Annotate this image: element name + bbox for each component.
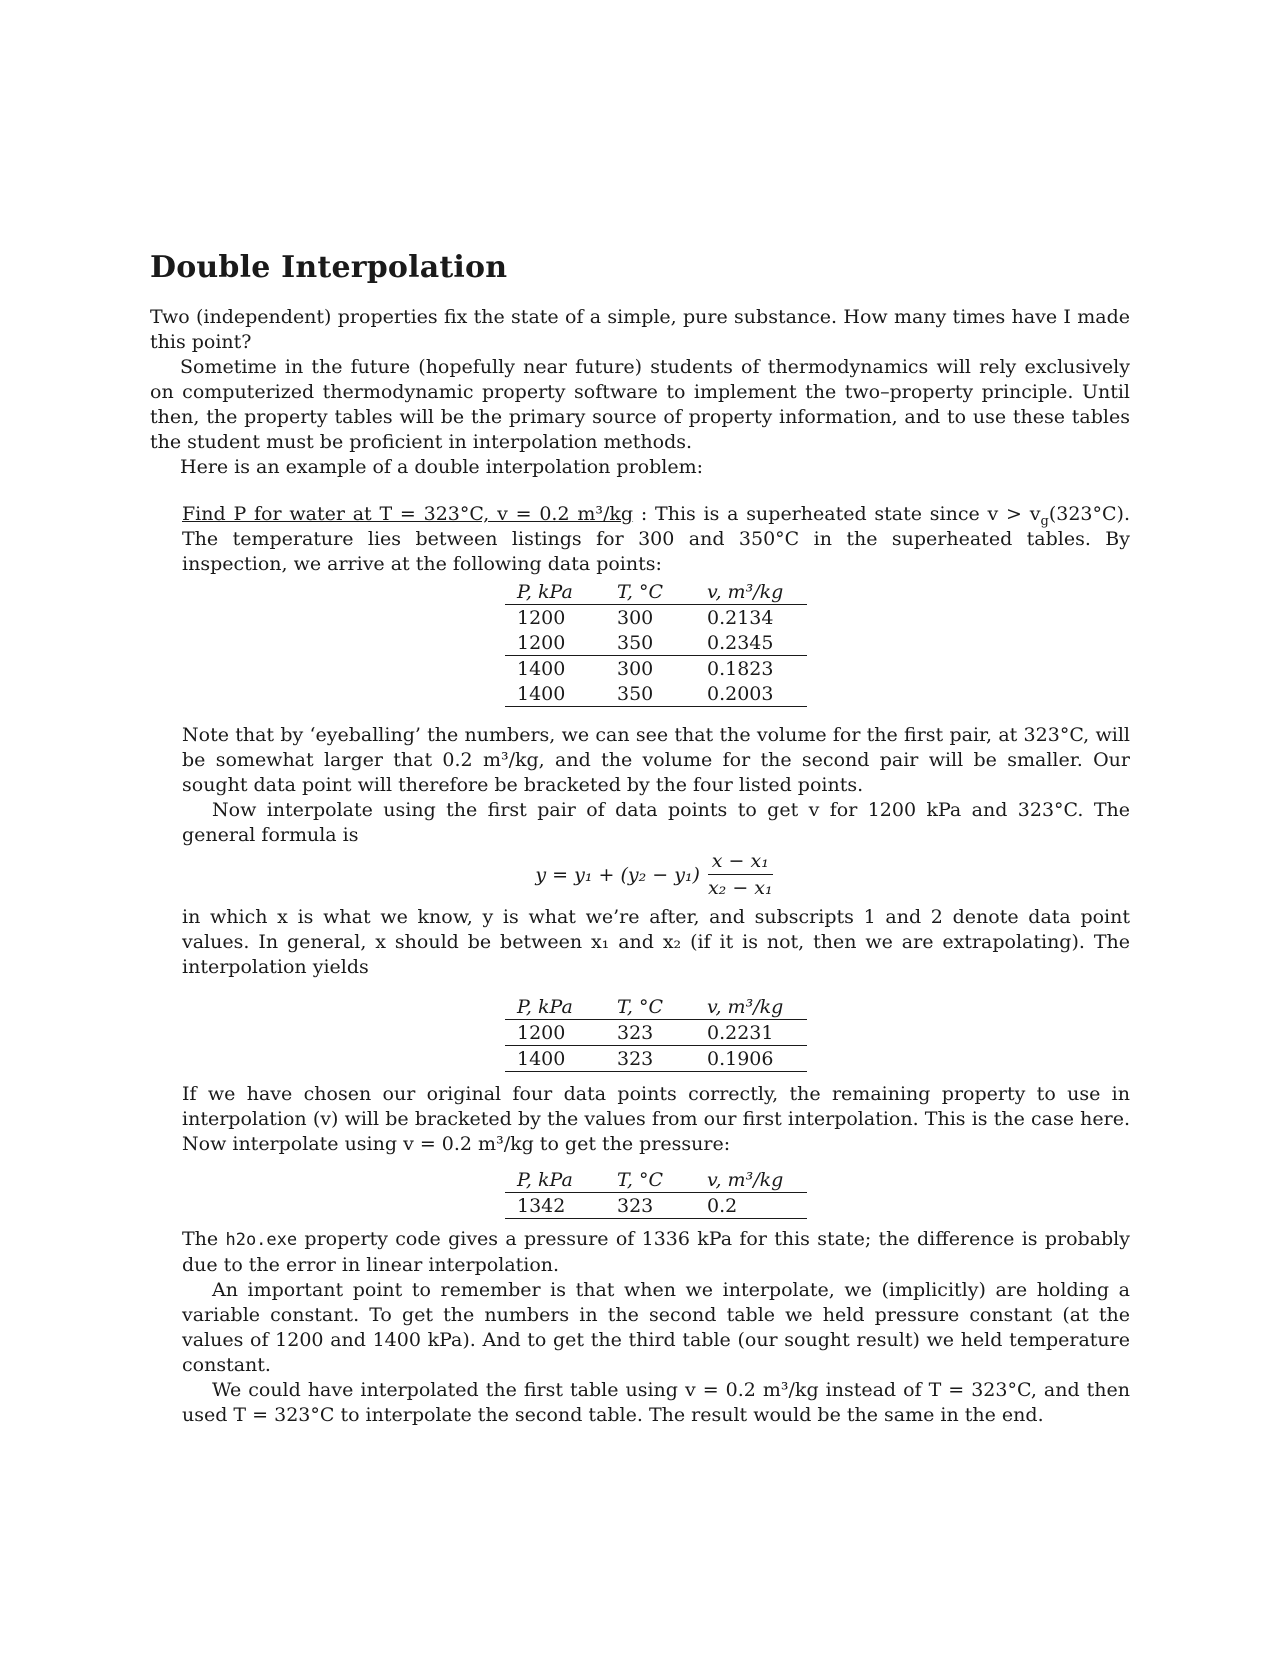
- col-temperature: T, °C: [605, 994, 695, 1020]
- problem-find-label: Find P for water at T = 323°C, v = 0.2 m³/kg: [182, 503, 634, 525]
- section-title: Double Interpolation: [150, 250, 508, 285]
- col-volume: v, m³/kg: [695, 579, 807, 605]
- formula-denominator: x₂ − x₁: [707, 877, 773, 899]
- col-pressure: P, kPa: [505, 579, 605, 605]
- paragraph-formula-explanation: in which x is what we know, y is what we’re after, and subscripts 1 and 2 denote data point values. In general, x should be between x₁ and x₂ (if it is not, then we are extrapolating). The interpolation yields: [182, 906, 1130, 978]
- col-volume: v, m³/kg: [695, 994, 807, 1020]
- paragraph-intro: Two (independent) properties fix the state of a simple, pure substance. How many times have I made this point?: [150, 306, 1130, 353]
- table-row: 1342 323 0.2: [505, 1193, 807, 1219]
- formula-numerator: x − x₁: [708, 850, 773, 875]
- interpolation-formula: [182, 850, 1130, 899]
- document-page: [150, 250, 1130, 1428]
- formula-fraction: [704, 850, 777, 899]
- formula-lhs: y = y₁ + (y₂ − y₁): [535, 863, 700, 886]
- table-row: 1200 300 0.2134: [517, 606, 774, 629]
- problem-statement: Find P for water at T = 323°C, v = 0.2 m³/kg : This is a superheated state since $v > v_g(323^\circ C)$. The temperature lies between listings for 300 and 350°C in the superheated tables. By inspection, we arrive at the following data points:: [182, 503, 1130, 575]
- paragraph-important-point: An important point to remember is that when we interpolate, we (implicitly) are holding a variable constant. To get the numbers in the second table we held pressure constant (at the values of 1200 and 1400 kPa). And to get the third table (our sought result) we held temperature constant.: [182, 1279, 1130, 1376]
- col-pressure: P, kPa: [505, 1167, 605, 1193]
- data-table-3: [505, 1167, 807, 1219]
- paragraph-eyeballing: Note that by ‘eyeballing’ the numbers, we can see that the volume for the first pair, at 323°C, will be somewhat larger that 0.2 m³/kg, and the volume for the second pair will be smaller. Our sought data point will therefore be bracketed by the four listed points.: [182, 724, 1130, 796]
- paragraph-example-lead: Here is an example of a double interpolation problem:: [180, 456, 704, 478]
- table-row: 1200 323 0.2231: [505, 1020, 807, 1046]
- code-h2o-exe: h2o.exe: [225, 1230, 298, 1250]
- col-temperature: T, °C: [605, 1167, 695, 1193]
- col-pressure: P, kPa: [505, 994, 605, 1020]
- col-volume: v, m³/kg: [695, 1167, 807, 1193]
- table-row: 1400 323 0.1906: [505, 1046, 807, 1072]
- paragraph-h2o-code: The h2o.exe property code gives a pressure of 1336 kPa for this state; the difference is probably due to the error in linear interpolation.: [182, 1228, 1130, 1276]
- col-temperature: T, °C: [605, 579, 695, 605]
- table-row: 1400 350 0.2003: [505, 681, 807, 707]
- paragraph-alternative: We could have interpolated the first table using v = 0.2 m³/kg instead of T = 323°C, and then used T = 323°C to interpolate the second table. The result would be the same in the end.: [182, 1379, 1130, 1426]
- table-row: 1400 300 0.1823: [517, 657, 774, 680]
- paragraph-interpolate-first: Now interpolate using the first pair of data points to get v for 1200 kPa and 323°C. The general formula is: [182, 799, 1130, 846]
- data-table-2: [505, 994, 807, 1072]
- paragraph-bracketed: If we have chosen our original four data points correctly, the remaining property to use in interpolation (v) will be bracketed by the values from our first interpolation. This is the case here. Now interpolate using v = 0.2 m³/kg to get the pressure:: [182, 1083, 1130, 1155]
- table-row: 1200 350 0.2345: [505, 630, 807, 656]
- paragraph-software: Sometime in the future (hopefully near future) students of thermodynamics will rely exclusively on computerized thermodynamic property software to implement the two–property principle. Until then, the property tables will be the primary source of property information, and to use these tables the student must be proficient in interpolation methods.: [150, 356, 1130, 453]
- data-table-1: [505, 579, 807, 707]
